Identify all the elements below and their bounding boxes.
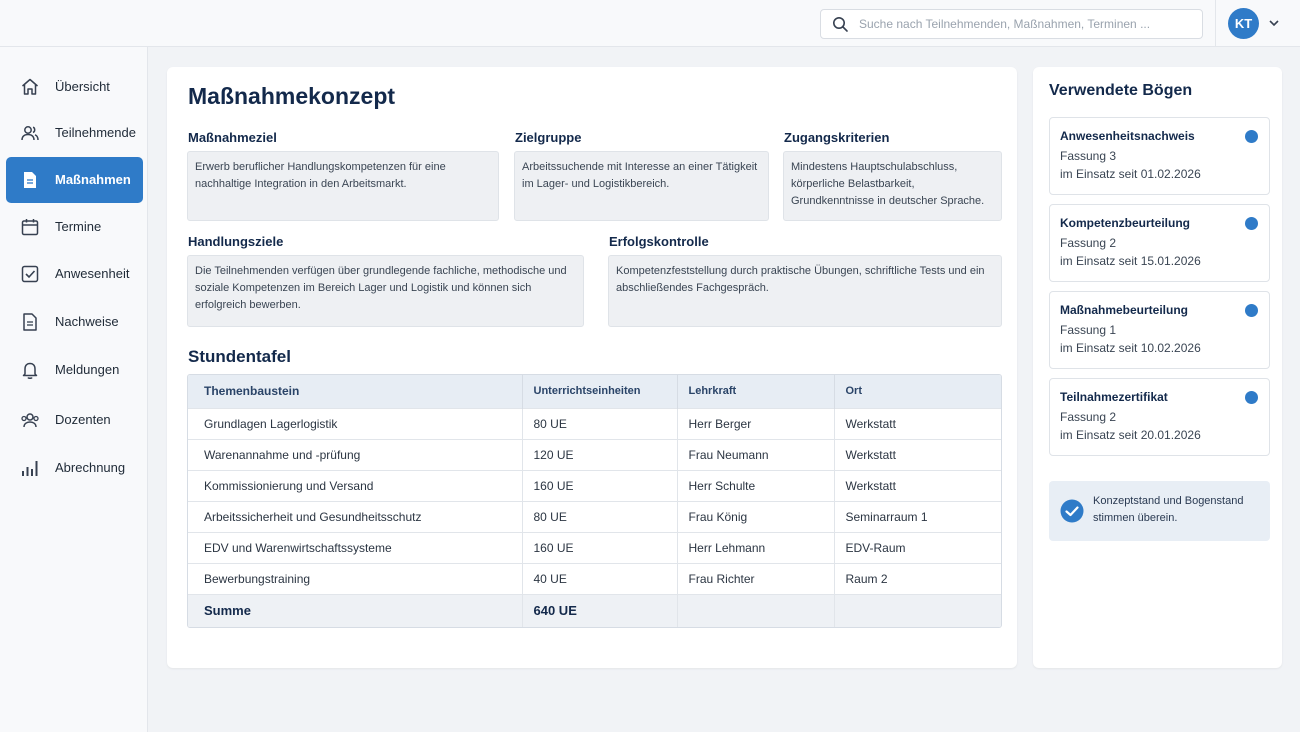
form-version: Fassung 2	[1060, 410, 1117, 424]
search-icon	[832, 16, 849, 33]
sidebar-item-label: Nachweise	[55, 314, 119, 329]
sidebar	[0, 47, 148, 732]
sidebar-item-dozenten[interactable]	[6, 397, 143, 443]
sidebar-item-label: Teilnehmende	[55, 125, 136, 140]
table-cell: Herr Berger	[677, 408, 834, 439]
form-card-teilnahmezertifikat[interactable]	[1049, 378, 1270, 456]
table-cell: Frau Neumann	[677, 439, 834, 470]
form-date: im Einsatz seit 10.02.2026	[1060, 341, 1201, 355]
table-cell: 120 UE	[522, 439, 677, 470]
column-header[interactable]: Ort	[834, 375, 1001, 408]
table-cell: Bewerbungstraining	[188, 563, 522, 594]
search-input[interactable]	[859, 15, 1189, 33]
sidebar-item-label: Abrechnung	[55, 460, 126, 475]
table-cell: Warenannahme und -prüfung	[188, 439, 522, 470]
status-dot-icon	[1245, 217, 1258, 230]
handlungsziele-text: Die Teilnehmenden verfügen über grundlegende fachliche, methodische und soziale Kompetenzen im Bereich Lager und Logistik und können sich erfolgreich bewerben.	[187, 255, 584, 327]
concept-card	[167, 67, 1017, 668]
sidebar-item-abrechnung[interactable]	[6, 445, 143, 491]
sidebar-item-label: Termine	[55, 219, 102, 234]
sum-value: 640 UE	[522, 594, 677, 627]
status-dot-icon	[1245, 304, 1258, 317]
table-row[interactable]	[188, 501, 1001, 532]
sum-label: Summe	[188, 594, 522, 627]
sidebar-item-meldungen[interactable]	[6, 347, 143, 393]
table-cell: Kommissionierung und Versand	[188, 470, 522, 501]
document-icon	[20, 170, 40, 190]
sidebar-item-anwesenheit[interactable]	[6, 251, 143, 297]
table-row[interactable]	[188, 563, 1001, 594]
form-name: Teilnahmezertifikat	[1060, 390, 1168, 404]
sidebar-item-uebersicht[interactable]	[6, 64, 143, 110]
sidebar-item-nachweise[interactable]	[6, 299, 143, 345]
forms-panel	[1033, 67, 1282, 668]
form-version: Fassung 2	[1060, 236, 1117, 250]
bell-icon	[20, 360, 40, 380]
zielgruppe-label: Zielgruppe	[515, 130, 582, 145]
table-row[interactable]	[188, 408, 1001, 439]
zugangskriterien-label: Zugangskriterien	[784, 130, 890, 145]
table-cell: Herr Schulte	[677, 470, 834, 501]
sidebar-item-massnahmen[interactable]	[6, 157, 143, 203]
top-bar	[0, 0, 1300, 47]
table-cell-empty	[834, 594, 1001, 627]
table-cell: 40 UE	[522, 563, 677, 594]
user-avatar[interactable]: KT	[1228, 8, 1259, 39]
sidebar-item-label: Dozenten	[55, 412, 111, 427]
table-header-row	[188, 375, 1001, 408]
form-card-anwesenheitsnachweis[interactable]	[1049, 117, 1270, 195]
check-circle-icon	[1060, 499, 1084, 523]
form-name: Maßnahmebeurteilung	[1060, 303, 1189, 317]
form-name: Kompetenzbeurteilung	[1060, 216, 1191, 230]
column-header[interactable]: Unterrichtseinheiten	[522, 375, 677, 408]
status-dot-icon	[1245, 130, 1258, 143]
form-name: Anwesenheitsnachweis	[1060, 129, 1195, 143]
status-text: Konzeptstand und Bogenstand stimmen überein.	[1093, 495, 1244, 524]
table-cell: Seminarraum 1	[834, 501, 1001, 532]
form-card-massnahmebeurteilung[interactable]	[1049, 291, 1270, 369]
column-header[interactable]: Lehrkraft	[677, 375, 834, 408]
calendar-icon	[20, 217, 40, 237]
forms-panel-title: Verwendete Bögen	[1049, 82, 1193, 99]
table-cell: EDV-Raum	[834, 532, 1001, 563]
form-date: im Einsatz seit 20.01.2026	[1060, 428, 1201, 442]
chevron-down-icon[interactable]	[1268, 18, 1280, 28]
table-cell: Grundlagen Lagerlogistik	[188, 408, 522, 439]
stundentafel-title: Stundentafel	[188, 347, 291, 366]
table-cell: Frau Richter	[677, 563, 834, 594]
sidebar-item-termine[interactable]	[6, 204, 143, 250]
status-dot-icon	[1245, 391, 1258, 404]
users-icon	[20, 123, 40, 143]
massnahmeziel-label: Maßnahmeziel	[188, 130, 277, 145]
checkbox-icon	[20, 264, 40, 284]
group-icon	[20, 410, 40, 430]
search-box[interactable]	[820, 9, 1203, 39]
table-cell: 160 UE	[522, 470, 677, 501]
topbar-divider	[1215, 0, 1216, 47]
table-cell: Herr Lehmann	[677, 532, 834, 563]
consistency-status	[1049, 481, 1270, 541]
form-card-kompetenzbeurteilung[interactable]	[1049, 204, 1270, 282]
table-row[interactable]	[188, 439, 1001, 470]
table-cell: Arbeitssicherheit und Gesundheitsschutz	[188, 501, 522, 532]
table-cell: Werkstatt	[834, 470, 1001, 501]
form-date: im Einsatz seit 01.02.2026	[1060, 167, 1201, 181]
table-cell-empty	[677, 594, 834, 627]
table-sum-row	[188, 594, 1001, 627]
bar-chart-icon	[20, 458, 40, 478]
massnahmeziel-text: Erwerb beruflicher Handlungskompetenzen für eine nachhaltige Integration in den Arbeitsmarkt.	[187, 151, 499, 221]
table-row[interactable]	[188, 532, 1001, 563]
table-cell: Raum 2	[834, 563, 1001, 594]
table-cell: Frau König	[677, 501, 834, 532]
stundentafel-table	[187, 374, 1002, 628]
table-cell: 80 UE	[522, 408, 677, 439]
file-icon	[20, 312, 40, 332]
form-version: Fassung 3	[1060, 149, 1117, 163]
sidebar-item-label: Anwesenheit	[55, 266, 130, 281]
table-cell: 80 UE	[522, 501, 677, 532]
form-date: im Einsatz seit 15.01.2026	[1060, 254, 1201, 268]
sidebar-item-label: Maßnahmen	[55, 172, 131, 187]
erfolgskontrolle-text: Kompetenzfeststellung durch praktische Übungen, schriftliche Tests und ein abschließendes Fachgespräch.	[608, 255, 1002, 327]
home-icon	[20, 77, 40, 97]
table-cell: EDV und Warenwirtschaftssysteme	[188, 532, 522, 563]
column-header[interactable]: Themenbaustein	[188, 375, 522, 408]
form-version: Fassung 1	[1060, 323, 1117, 337]
table-cell: Werkstatt	[834, 408, 1001, 439]
table-row[interactable]	[188, 470, 1001, 501]
zugangskriterien-text: Mindestens Hauptschulabschluss, körperliche Belastbarkeit, Grundkenntnisse in deutscher Sprache.	[783, 151, 1002, 221]
sidebar-item-label: Übersicht	[55, 79, 110, 94]
sidebar-item-label: Meldungen	[55, 362, 120, 377]
sidebar-item-teilnehmende[interactable]	[6, 110, 143, 156]
page-title: Maßnahmekonzept	[188, 83, 396, 109]
table-cell: Werkstatt	[834, 439, 1001, 470]
zielgruppe-text: Arbeitssuchende mit Interesse an einer Tätigkeit im Lager- und Logistikbereich.	[514, 151, 769, 221]
handlungsziele-label: Handlungsziele	[188, 234, 284, 249]
erfolgskontrolle-label: Erfolgskontrolle	[609, 234, 709, 249]
table-cell: 160 UE	[522, 532, 677, 563]
